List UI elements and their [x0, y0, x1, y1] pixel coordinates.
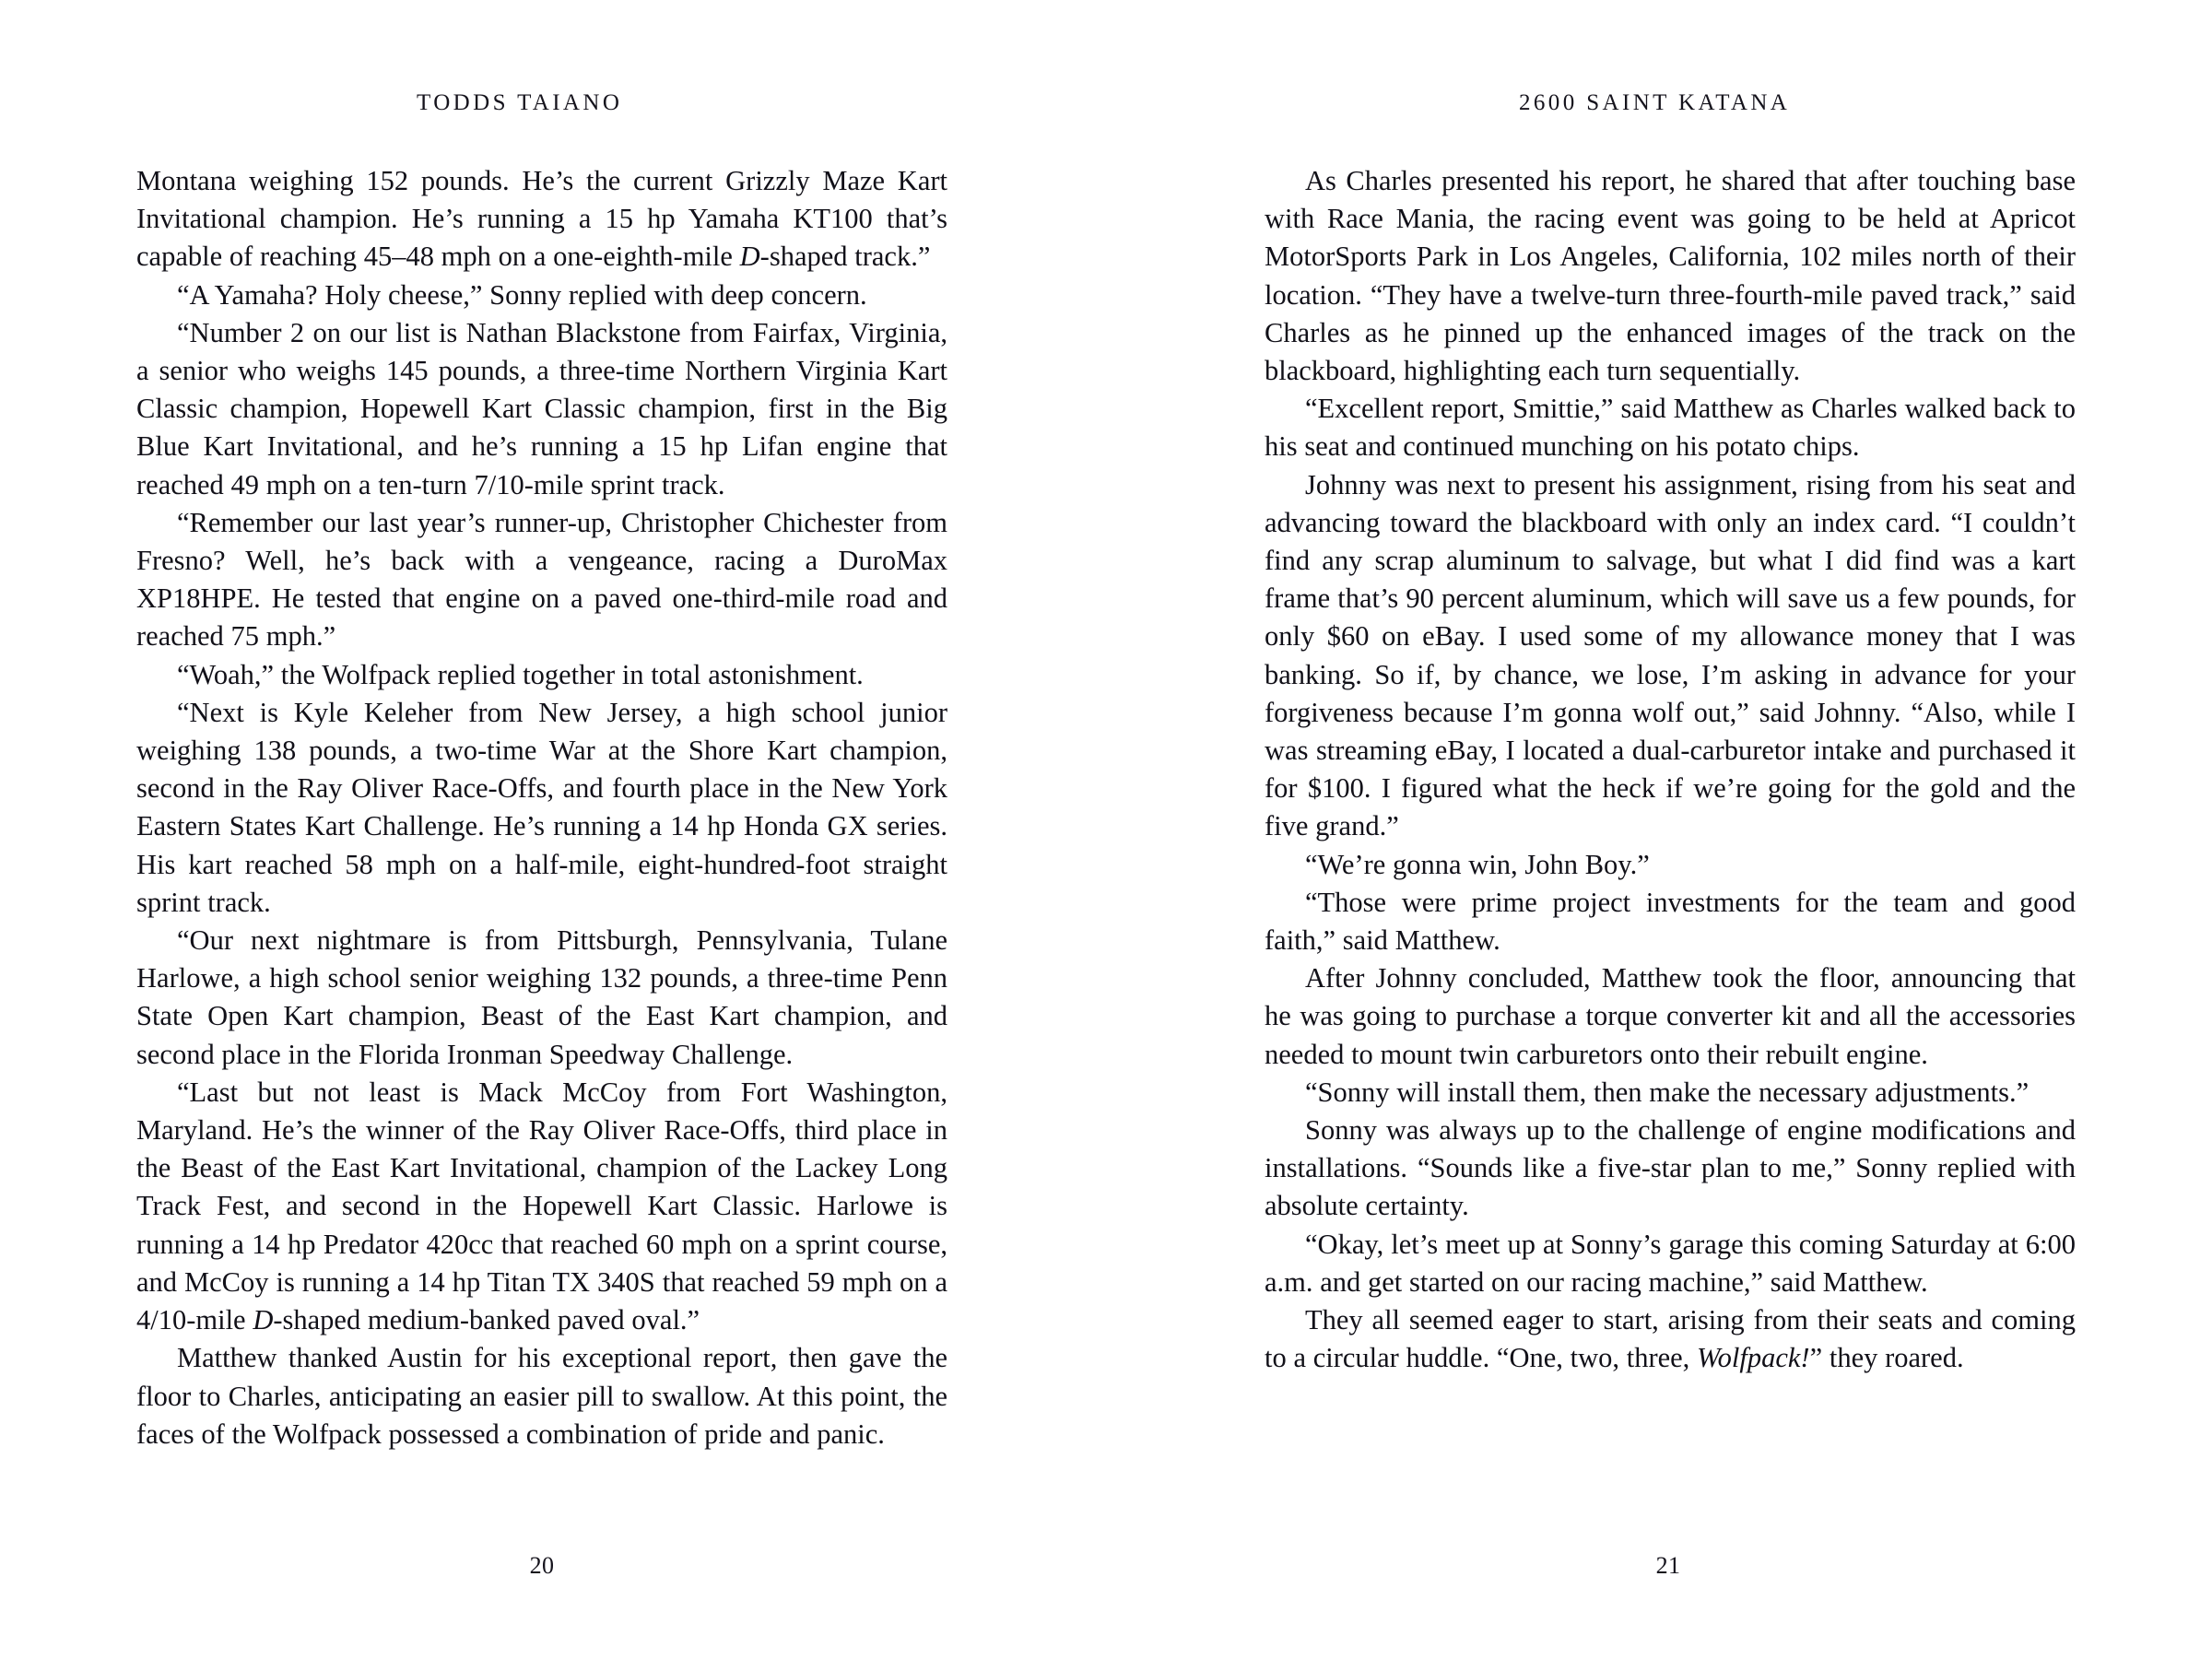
body-paragraph: “A Yamaha? Holy cheese,” Sonny replied with deep concern.: [177, 278, 867, 311]
body-paragraph: “Next is Kyle Keleher from New Jersey, a high school junior weighing 138 pounds, a two-time War at the Shore Kart champion, second in the Ray Oliver Race-Offs, and fourth place in the New York Eastern States Kart Challenge. He’s running a 14 hp Honda GX series. His kart reached 58 mph on a half-mile, eight-hundred-foot straight sprint track.: [136, 696, 947, 918]
body-paragraph: “Woah,” the Wolfpack replied together in total astonishment.: [177, 658, 864, 690]
body-paragraph: Sonny was always up to the challenge of engine modifications and installations. “Sounds like a five-star plan to me,” Sonny replied with absolute certainty.: [1265, 1114, 2076, 1222]
body-paragraph: “Number 2 on our list is Nathan Blackstone from Fairfax, Virginia, a senior who weighs 145 pounds, a three-time Northern Virginia Kart Classic champion, Hopewell Kart Classic champion, first in the Big Blue Kart Invitational, and he’s running a 15 hp Lifan engine that reached 49 mph on a ten-turn 7/10-mile sprint track.: [136, 316, 947, 500]
running-head-left: TODDS TAIANO: [417, 90, 623, 115]
body-paragraph: As Charles presented his report, he shared that after touching base with Race Mania, the racing event was going to be held at Apricot MotorSports Park in Los Angeles, California, 102 miles north of their location. “They have a twelve-turn three-fourth-mile paved track,” said Charles as he pinned up the enhanced images of the track on the blackboard, highlighting each turn sequentially.: [1265, 165, 2076, 387]
body-paragraph: “Our next nightmare is from Pittsburgh, Pennsylvania, Tulane Harlowe, a high school senior weighing 132 pounds, a three-time Penn State Open Kart champion, Beast of the East Kart champion, and second place in the Florida Ironman Speedway Challenge.: [136, 924, 947, 1070]
body-paragraph: Johnny was next to present his assignment, rising from his seat and advancing toward the blackboard with only an index card. “I couldn’t find any scrap aluminum to salvage, but what I did find was a kart frame that’s 90 percent aluminum, which will save us a few pounds, for only $60 on eBay. I used some of my allowance money that I was banking. So if, by chance, we lose, I’m asking in advance for your forgiveness because I’m gonna wolf out,” said Johnny. “Also, while I was streaming eBay, I located a dual-carburetor intake and purchased it for $100. I figured what the heck if we’re going for the gold and the five grand.”: [1265, 468, 2076, 842]
body-paragraph: Matthew thanked Austin for his exceptional report, then gave the floor to Charles, anticipating an easier pill to swallow. At this point, the faces of the Wolfpack possessed a combination of pride and panic.: [136, 1342, 947, 1450]
body-paragraph: After Johnny concluded, Matthew took the floor, announcing that he was going to purchase a torque converter kit and all the accessories needed to mount twin carburetors onto their rebuilt engine.: [1265, 962, 2076, 1070]
body-paragraph: “Okay, let’s meet up at Sonny’s garage this coming Saturday at 6:00 a.m. and get started on our racing machine,” said Matthew.: [1265, 1228, 2076, 1298]
body-paragraph: “We’re gonna win, John Boy.”: [1305, 848, 1650, 880]
body-paragraph: “Those were prime project investments for the team and good faith,” said Matthew.: [1265, 886, 2076, 957]
body-paragraph: “Sonny will install them, then make the necessary adjustments.”: [1305, 1076, 2030, 1108]
text-columns: [136, 162, 2074, 1453]
body-paragraph: Montana weighing 152 pounds. He’s the current Grizzly Maze Kart Invitational champion. He’s running a 15 hp Yamaha KT100 that’s capable of reaching 45–48 mph on a one-eighth-mile D-shaped track.”: [136, 165, 947, 273]
right-page-text-column: [1265, 162, 2076, 1378]
body-paragraph: “Excellent report, Smittie,” said Matthew as Charles walked back to his seat and continued munching on his potato chips.: [1265, 393, 2076, 463]
body-paragraph: They all seemed eager to start, arising from their seats and coming to a circular huddle. “One, two, three, Wolfpack!” they roared.: [1265, 1304, 2076, 1374]
body-paragraph: “Last but not least is Mack McCoy from Fort Washington, Maryland. He’s the winner of the Ray Oliver Race-Offs, third place in the Beast of the East Kart Invitational, champion of the Lackey Long Track Fest, and second in the Hopewell Kart Classic. Harlowe is running a 14 hp Predator 420cc that reached 60 mph on a sprint course, and McCoy is running a 14 hp Titan TX 340S that reached 59 mph on a 4/10-mile D-shaped medium-banked paved oval.”: [136, 1076, 947, 1336]
page-number-right: 21: [1655, 1552, 1681, 1579]
page-number-left: 20: [529, 1552, 555, 1579]
running-head-right: 2600 SAINT KATANA: [1519, 90, 1791, 115]
body-paragraph: “Remember our last year’s runner-up, Christopher Chichester from Fresno? Well, he’s back with a vengeance, racing a DuroMax XP18HPE. He tested that engine on a paved one-third-mile road and reached 75 mph.”: [136, 506, 947, 653]
left-page-text-column: [136, 162, 947, 1453]
